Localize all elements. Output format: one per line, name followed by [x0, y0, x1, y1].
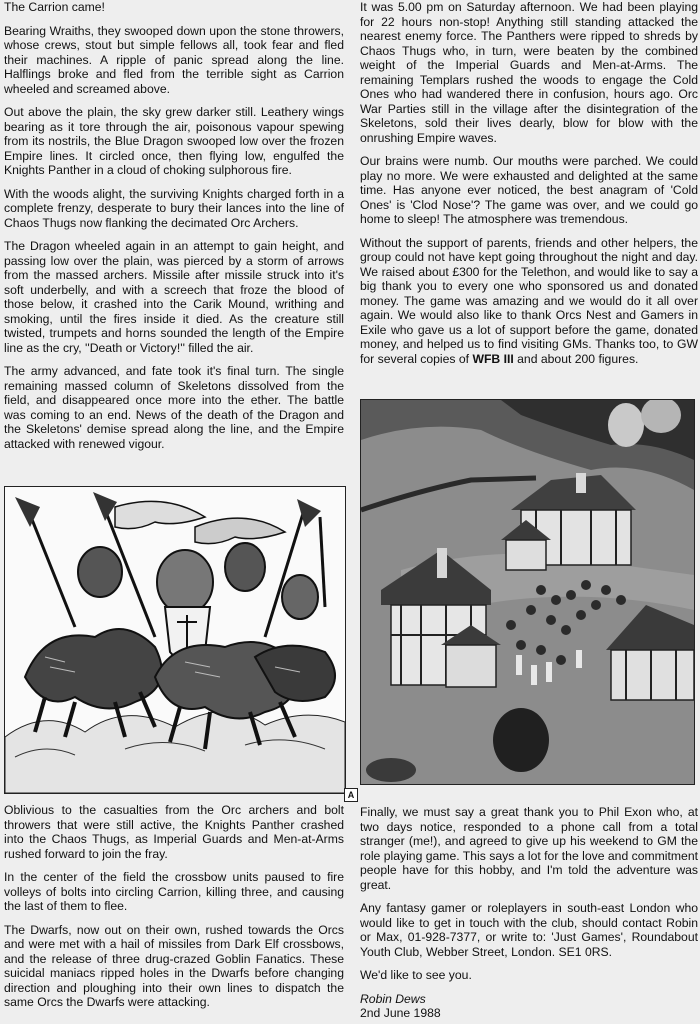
paragraph: Oblivious to the casualties from the Orc archers and bolt throwers that were still active, the Knights Panther crashed into the Chaos Thugs, as Imperial Guards and Men-at-Arms rushed forward to join the fray. — [4, 803, 344, 861]
thanks-paragraph — [360, 236, 698, 367]
right-column-top — [360, 0, 698, 375]
paragraph: The Dragon wheeled again in an attempt to gain height, and passing low over the plain, was pierced by a storm of arrows from the massed archers. Missile after missile struck into it's soft underbelly, and with a screech that froze the blood of those below, it crashed into the Carik Mound, writhing and smoking, until the fires inside it died. As the creature still twisted, trumpets and horns sounded the length of the Empire line as the cry, ''Death or Victory!'' filled the air. — [4, 239, 344, 355]
credit-mark: A — [344, 788, 358, 802]
paragraph: Our brains were numb. Our mouths were parched. We could play no more. We were exhausted and delighted at the same time. Has anyone ever noticed, the best anagram of 'Cold Ones' is 'Clod Nose'? The game was over, and we could go home to sleep! The atmosphere was tremendous. — [360, 154, 698, 226]
paragraph: In the center of the field the crossbow units paused to fire volleys of bolts into circling Carrion, killing three, and causing the last of them to flee. — [4, 870, 344, 913]
thanks-text: Without the support of parents, friends and other helpers, the group could not have kept going throughout the night and day. We raised about £300 for the Telethon, and would like to say a big thank you to every one who sponsored us and donated money. The game was amazing and we would do it all over again. We would also like to thank Orcs Nest and Gamers in Exile who gave us a lot of support before the game, donated money, and helped us to find visiting GMs. Thanks too, to GW for several copies of — [360, 235, 698, 366]
thanks-tail: and about 200 figures. — [513, 351, 639, 366]
paragraph: The Dwarfs, now out on their own, rushed towards the Orcs and were met with a hail of missiles from Dark Elf crossbows, and the release of three drug-crazed Goblin Fanatics. These suicidal maniacs ripped holes in the Dwarfs before changing direction and ploughing into their own lines to dispatch the same Orcs the Dwarfs were attacking. — [4, 922, 344, 1009]
thanks-bold: WFB III — [472, 351, 514, 366]
paragraph: We'd like to see you. — [360, 968, 472, 982]
signature-date: 2nd June 1988 — [360, 1006, 441, 1020]
paragraph: Any fantasy gamer or roleplayers in south-east London who would like to get in touch with the club, should contact Robin or Max, 01-928-7377, or write to: 'Just Games', Roundabout Youth Club, Webber Street, London. SE1 0RS. — [360, 901, 698, 959]
knights-illustration — [4, 486, 346, 794]
left-column-top — [4, 0, 344, 460]
paragraph: The Carrion came! — [4, 0, 105, 14]
left-column-bottom — [4, 803, 344, 1019]
paragraph: Finally, we must say a great thank you to Phil Exon who, at two days notice, responded to a phone call from a total stranger (me!), and agreed to give up his weekend to GM the role playing game. This says a lot for the love and commitment people have for this hobby, and I'm told the adventure was great. — [360, 805, 698, 892]
paragraph: It was 5.00 pm on Saturday afternoon. We had been playing for 22 hours non-stop! Anything still standing attacked the nearest enemy force. The Panthers were ripped to shreds by Chaos Thugs who, in turn, were beaten by the combined weight of the Imperial Guards and Men-at-Arms. The remaining Templars rushed the woods to engage the Cold Ones who had wandered there in confusion, hours ago. Orc War Parties still in the village after the disintegration of the Skeletons, sold their lives dearly, blow for blow with the onrushing Empire waves. — [360, 0, 698, 145]
paragraph: Out above the plain, the sky grew darker still. Leathery wings bearing as it tore through the air, poisonous vapour spewing from its nostrils, the Blue Dragon swooped low over the frozen Empire lines. It circled once, then flying low, engulfed the Knights Panther in a cloud of choking sulphorous fire. — [4, 105, 344, 177]
paragraph: The army advanced, and fate took it's final turn. The single remaining massed column of Skeletons dissolved from the field, and disappeared once more into the ether. The battle was coming to an end. News of the death of the Dragon and the Skeletons' demise spread along the line, and the Empire attacked with renewed vigour. — [4, 364, 344, 451]
right-column-bottom — [360, 805, 698, 1021]
paragraph: With the woods alight, the surviving Knights charged forth in a complete frenzy, desperate to bury their lances into the line of Chaos Thugs now flanking the decimated Orc Archers. — [4, 186, 344, 230]
wargame-photo — [360, 399, 695, 785]
paragraph: Bearing Wraiths, they swooped down upon the stone throwers, whose crews, stout but simple fellows all, took fear and fled their machines. A ripple of panic spread along the line. Halflings broke and fled from the terrible sight as Carrion wheeled and screamed above. — [4, 23, 344, 96]
signature: Robin Dews — [360, 991, 426, 1006]
